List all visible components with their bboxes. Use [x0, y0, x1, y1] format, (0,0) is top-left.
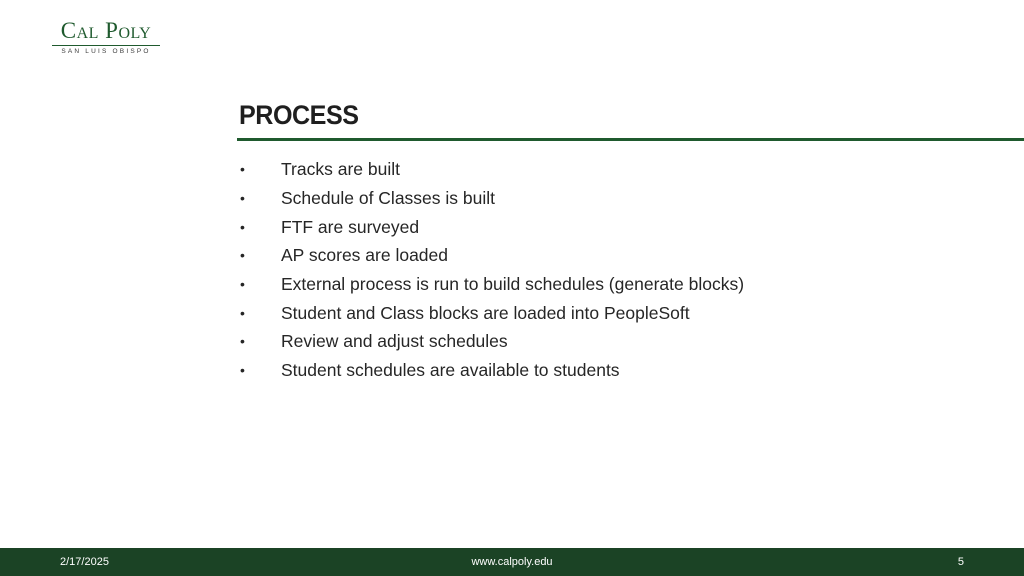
- bullet-text: External process is run to build schedules (generate blocks): [281, 274, 745, 295]
- bullet-text: Student and Class blocks are loaded into PeopleSoft: [281, 302, 690, 323]
- logo-wordmark: Cal Poly: [60, 18, 152, 43]
- page-number: 5: [957, 556, 964, 568]
- list-item: [240, 155, 744, 184]
- title-underline: [237, 138, 1024, 141]
- footer-date: 2/17/2025: [60, 556, 109, 568]
- bullet-icon: •: [240, 362, 245, 379]
- cal-poly-logo: [50, 18, 162, 58]
- list-item: [240, 356, 744, 385]
- slide-title: PROCESS: [239, 100, 359, 130]
- bullet-text: Review and adjust schedules: [281, 331, 508, 352]
- bullet-text: AP scores are loaded: [281, 245, 449, 266]
- footer-bar: [0, 548, 1024, 576]
- bullet-text: FTF are surveyed: [281, 216, 420, 237]
- bullet-text: Student schedules are available to students: [281, 360, 620, 381]
- list-item: [240, 184, 744, 213]
- bullet-text: Tracks are built: [281, 159, 400, 180]
- bullet-icon: •: [240, 276, 245, 293]
- bullet-icon: •: [240, 247, 245, 264]
- logo-divider: [52, 45, 160, 46]
- list-item: [240, 212, 744, 241]
- bullet-icon: •: [240, 190, 245, 207]
- list-item: [240, 241, 744, 270]
- bullet-list: [240, 155, 744, 385]
- list-item: [240, 270, 744, 299]
- bullet-icon: •: [240, 218, 245, 235]
- footer-url: www.calpoly.edu: [471, 556, 553, 568]
- list-item: [240, 327, 744, 356]
- bullet-icon: •: [240, 333, 245, 350]
- bullet-text: Schedule of Classes is built: [281, 188, 495, 209]
- bullet-icon: •: [240, 304, 245, 321]
- bullet-icon: •: [240, 161, 245, 178]
- logo-subtitle: SAN LUIS OBISPO: [61, 48, 151, 55]
- list-item: [240, 298, 744, 327]
